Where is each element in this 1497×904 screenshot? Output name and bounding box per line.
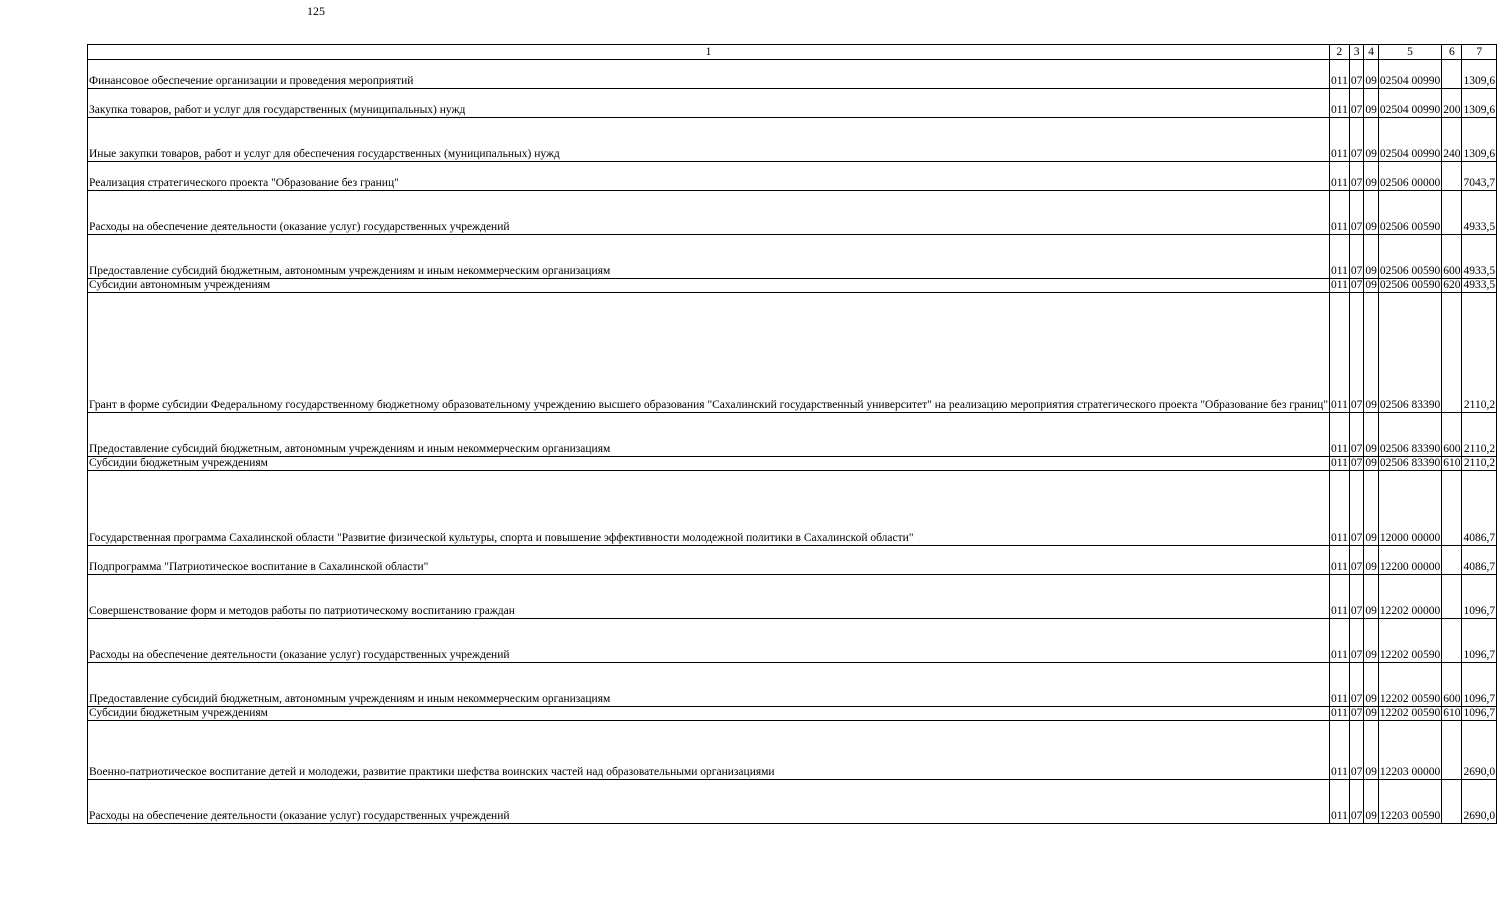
row-csr: 02506 00000 — [1378, 162, 1441, 191]
row-sum: 2110,2 — [1462, 413, 1497, 457]
table-row — [88, 118, 1497, 162]
row-ved: 011 — [1330, 235, 1350, 279]
row-pr: 09 — [1364, 721, 1379, 780]
table-row — [88, 279, 1497, 293]
row-ved: 011 — [1330, 413, 1350, 457]
row-name: Расходы на обеспечение деятельности (оказание услуг) государственных учреждений — [88, 780, 1330, 824]
row-pr: 09 — [1364, 619, 1379, 663]
table-row — [88, 413, 1497, 457]
col-header-vr: 6 — [1442, 45, 1462, 60]
row-vr — [1442, 721, 1462, 780]
row-name: Военно-патриотическое воспитание детей и молодежи, развитие практики шефства воинских частей над образовательными организациями — [88, 721, 1330, 780]
row-pr: 09 — [1365, 457, 1377, 469]
row-ved: 011 — [1330, 162, 1350, 191]
row-name: Расходы на обеспечение деятельности (оказание услуг) государственных учреждений — [88, 619, 1330, 663]
row-name: Предоставление субсидий бюджетным, автономным учреждениям и иным некоммерческим организациям — [88, 663, 1330, 707]
row-rz: 07 — [1350, 457, 1363, 469]
row-csr: 02506 83390 — [1378, 293, 1441, 413]
row-name: Расходы на обеспечение деятельности (оказание услуг) государственных учреждений — [88, 191, 1330, 235]
row-rz: 07 — [1349, 162, 1364, 191]
table-row — [88, 707, 1497, 721]
row-csr: 02504 00990 — [1378, 118, 1441, 162]
row-ved: 011 — [1330, 663, 1350, 707]
row-ved: 011 — [1330, 191, 1350, 235]
row-vr — [1442, 162, 1462, 191]
row-vr — [1442, 293, 1462, 413]
table-row — [88, 471, 1497, 546]
row-vr — [1442, 619, 1462, 663]
row-name: Совершенствование форм и методов работы по патриотическому воспитанию граждан — [88, 575, 1330, 619]
row-sum: 7043,7 — [1462, 162, 1497, 191]
row-name: Финансовое обеспечение организации и проведения мероприятий — [88, 60, 1330, 89]
row-pr: 09 — [1364, 780, 1379, 824]
row-pr: 09 — [1364, 413, 1379, 457]
table-row — [88, 721, 1497, 780]
row-csr: 02506 00590 — [1378, 191, 1441, 235]
row-name: Предоставление субсидий бюджетным, автономным учреждениям и иным некоммерческим организациям — [88, 235, 1330, 279]
row-rz: 07 — [1349, 118, 1364, 162]
table-row — [88, 780, 1497, 824]
row-csr: 02504 00990 — [1378, 89, 1441, 118]
col-header-sum: 7 — [1462, 45, 1497, 60]
row-csr: 12000 00000 — [1378, 471, 1441, 546]
row-ved: 011 — [1330, 721, 1350, 780]
table-row — [88, 293, 1497, 413]
row-rz: 07 — [1350, 279, 1363, 291]
row-sum: 4933,5 — [1463, 279, 1496, 291]
row-pr: 09 — [1364, 293, 1379, 413]
row-vr: 240 — [1442, 118, 1462, 162]
row-name: Иные закупки товаров, работ и услуг для обеспечения государственных (муниципальных) нужд — [88, 118, 1330, 162]
row-pr: 09 — [1364, 118, 1379, 162]
table-row — [88, 60, 1497, 89]
row-ved: 011 — [1330, 60, 1350, 89]
row-csr: 12202 00590 — [1379, 707, 1441, 719]
table-row — [88, 89, 1497, 118]
row-pr: 09 — [1364, 60, 1379, 89]
row-rz: 07 — [1349, 721, 1364, 780]
row-pr: 09 — [1364, 191, 1379, 235]
row-ved: 011 — [1330, 293, 1350, 413]
row-rz: 07 — [1349, 413, 1364, 457]
row-pr: 09 — [1364, 546, 1379, 575]
table-row — [88, 619, 1497, 663]
row-vr — [1442, 60, 1462, 89]
row-rz: 07 — [1349, 89, 1364, 118]
col-header-name: 1 — [88, 45, 1330, 60]
row-sum: 1096,7 — [1462, 619, 1497, 663]
row-csr: 12203 00590 — [1378, 780, 1441, 824]
col-header-csr: 5 — [1378, 45, 1441, 60]
col-header-ved: 2 — [1330, 45, 1350, 60]
header-row — [88, 45, 1497, 60]
table-row — [88, 162, 1497, 191]
row-csr: 12202 00000 — [1378, 575, 1441, 619]
row-rz: 07 — [1349, 780, 1364, 824]
row-name: Реализация стратегического проекта "Образование без границ" — [88, 162, 1330, 191]
row-ved: 011 — [1330, 471, 1350, 546]
row-name: Государственная программа Сахалинской области "Развитие физической культуры, спорта и повышение эффективности молодежной политики в Сахалинской области" — [88, 471, 1330, 546]
row-pr: 09 — [1364, 471, 1379, 546]
row-vr — [1442, 575, 1462, 619]
row-sum: 4933,5 — [1462, 191, 1497, 235]
table-row — [88, 546, 1497, 575]
row-vr: 610 — [1443, 707, 1461, 719]
row-vr — [1442, 191, 1462, 235]
row-vr: 600 — [1442, 413, 1462, 457]
row-name: Закупка товаров, работ и услуг для государственных (муниципальных) нужд — [88, 89, 1330, 118]
row-name: Субсидии автономным учреждениям — [88, 279, 1330, 293]
row-name: Грант в форме субсидии Федеральному государственному бюджетному образовательному учреждению высшего образования "Сахалинский государственный университет" на реализацию мероприятия стратегического проекта "Образование без границ" — [88, 293, 1330, 413]
row-sum: 1096,7 — [1462, 663, 1497, 707]
row-csr: 02506 00590 — [1378, 235, 1441, 279]
table-row — [88, 235, 1497, 279]
row-sum: 1309,6 — [1462, 60, 1497, 89]
row-sum: 4933,5 — [1462, 235, 1497, 279]
row-csr: 02506 83390 — [1379, 457, 1441, 469]
row-rz: 07 — [1349, 663, 1364, 707]
row-sum: 2110,2 — [1462, 293, 1497, 413]
row-ved: 011 — [1331, 707, 1348, 719]
row-ved: 011 — [1330, 118, 1350, 162]
row-pr: 09 — [1364, 235, 1379, 279]
row-sum: 1309,6 — [1462, 118, 1497, 162]
row-ved: 011 — [1331, 279, 1348, 291]
col-header-rz: 3 — [1349, 45, 1364, 60]
row-rz: 07 — [1349, 546, 1364, 575]
row-vr: 620 — [1443, 279, 1461, 291]
row-pr: 09 — [1364, 89, 1379, 118]
row-sum: 4086,7 — [1462, 546, 1497, 575]
row-vr: 600 — [1442, 663, 1462, 707]
row-name: Субсидии бюджетным учреждениям — [88, 457, 1330, 471]
row-csr: 12203 00000 — [1378, 721, 1441, 780]
table-row — [88, 191, 1497, 235]
budget-table — [87, 44, 1497, 824]
row-sum: 2110,2 — [1463, 457, 1496, 469]
row-vr: 200 — [1442, 89, 1462, 118]
row-rz: 07 — [1349, 235, 1364, 279]
col-header-pr: 4 — [1364, 45, 1379, 60]
row-vr — [1442, 471, 1462, 546]
row-name: Предоставление субсидий бюджетным, автономным учреждениям и иным некоммерческим организациям — [88, 413, 1330, 457]
row-vr: 610 — [1443, 457, 1461, 469]
row-rz: 07 — [1349, 293, 1364, 413]
row-rz: 07 — [1349, 191, 1364, 235]
row-csr: 02504 00990 — [1378, 60, 1441, 89]
row-sum: 1309,6 — [1462, 89, 1497, 118]
table-row — [88, 457, 1497, 471]
row-rz: 07 — [1349, 60, 1364, 89]
row-csr: 02506 00590 — [1379, 279, 1441, 291]
row-pr: 09 — [1365, 279, 1377, 291]
row-pr: 09 — [1365, 707, 1377, 719]
row-vr — [1442, 546, 1462, 575]
row-csr: 12202 00590 — [1378, 619, 1441, 663]
row-pr: 09 — [1364, 162, 1379, 191]
row-csr: 12200 00000 — [1378, 546, 1441, 575]
row-ved: 011 — [1330, 575, 1350, 619]
row-sum: 2690,0 — [1462, 721, 1497, 780]
row-name: Субсидии бюджетным учреждениям — [88, 707, 1330, 721]
row-ved: 011 — [1330, 619, 1350, 663]
row-vr — [1442, 780, 1462, 824]
row-csr: 02506 83390 — [1378, 413, 1441, 457]
row-rz: 07 — [1350, 707, 1363, 719]
row-rz: 07 — [1349, 619, 1364, 663]
row-rz: 07 — [1349, 575, 1364, 619]
row-pr: 09 — [1364, 663, 1379, 707]
row-sum: 4086,7 — [1462, 471, 1497, 546]
page-number: 125 — [307, 4, 325, 18]
row-pr: 09 — [1364, 575, 1379, 619]
row-ved: 011 — [1330, 780, 1350, 824]
row-name: Подпрограмма "Патриотическое воспитание в Сахалинской области" — [88, 546, 1330, 575]
row-sum: 2690,0 — [1462, 780, 1497, 824]
row-sum: 1096,7 — [1462, 575, 1497, 619]
row-rz: 07 — [1349, 471, 1364, 546]
table-row — [88, 575, 1497, 619]
row-csr: 12202 00590 — [1378, 663, 1441, 707]
row-ved: 011 — [1331, 457, 1348, 469]
row-vr: 600 — [1442, 235, 1462, 279]
row-sum: 1096,7 — [1463, 707, 1496, 719]
row-ved: 011 — [1330, 546, 1350, 575]
row-ved: 011 — [1330, 89, 1350, 118]
table-row — [88, 663, 1497, 707]
